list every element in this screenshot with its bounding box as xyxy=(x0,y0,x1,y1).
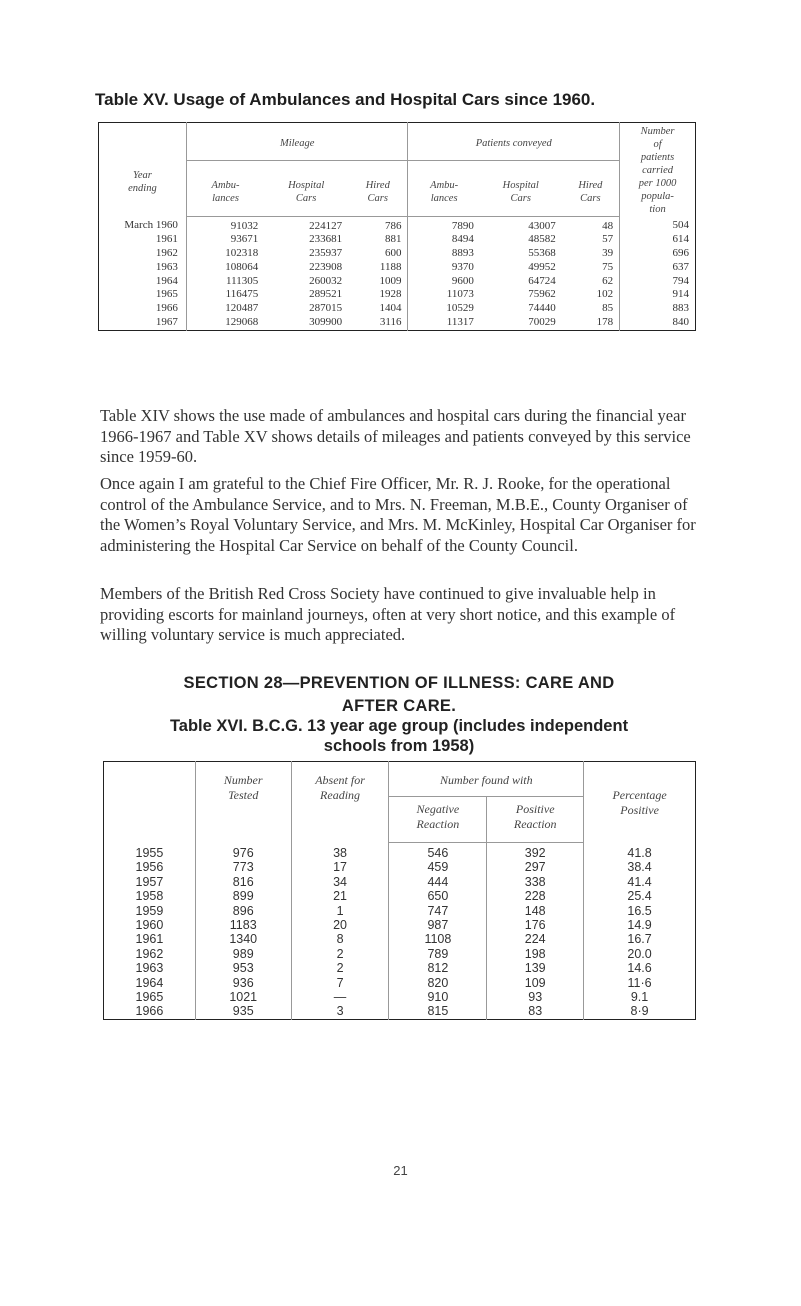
table-row: 1963 108064 223908 1188 9370 49952 75 637 xyxy=(99,261,696,275)
table-row: 1960 1183 20 987 176 14.9 xyxy=(104,918,696,932)
table-row: 1962 989 2 789 198 20.0 xyxy=(104,947,696,961)
table-row: 1959 896 1 747 148 16.5 xyxy=(104,904,696,918)
table-xv-title: Table XV. Usage of Ambulances and Hospital Cars since 1960. xyxy=(95,90,596,109)
header-mileage: Mileage xyxy=(186,123,408,161)
table-row: 1964 111305 260032 1009 9600 64724 62 794 xyxy=(99,275,696,289)
header-number-tested: Number Tested xyxy=(195,762,291,843)
header-patients-hired-cars: Hired Cars xyxy=(562,161,620,216)
table-row: 1966 120487 287015 1404 10529 74440 85 883 xyxy=(99,302,696,316)
header-mileage-ambulances: Ambu- lances xyxy=(186,161,264,216)
header-number-of-patients: Number of patients carried per 1000 popula- tion xyxy=(620,123,696,217)
table-row: 1963 953 2 812 139 14.6 xyxy=(104,961,696,975)
header-mileage-hospital-cars: Hospital Cars xyxy=(264,161,348,216)
table-row: 1955 976 38 546 392 41.8 xyxy=(104,843,696,861)
paragraph-table-explanation: Table XIV shows the use made of ambulances and hospital cars during the financial year 1966-1967 and Table XV shows details of mileages and patients conveyed by this service since 1959-60. xyxy=(100,406,691,466)
paragraph-acknowledgements: Once again I am grateful to the Chief Fire Officer, Mr. R. J. Rooke, for the operational control of the Ambulance Service, and to Mrs. N. Freeman, M.B.E., County Organiser of the Women’s Royal Voluntary Service, and Mrs. M. McKinley, Hospital Car Organiser for administering the Hospital Car Service on behalf of the County Council. xyxy=(100,474,696,555)
table-row: 1967 129068 309900 3116 11317 70029 178 840 xyxy=(99,316,696,330)
header-percentage-positive: Percentage Positive xyxy=(584,762,696,843)
section-heading: SECTION 28—PREVENTION OF ILLNESS: CARE AND AFTER CARE. xyxy=(183,674,615,715)
table-row: March 1960 91032 224127 786 7890 43007 48 504 xyxy=(99,216,696,233)
ambulance-usage-table xyxy=(98,122,696,331)
table-row: 1957 816 34 444 338 41.4 xyxy=(104,875,696,889)
table-row: 1964 936 7 820 109 11·6 xyxy=(104,976,696,990)
page-number: 21 xyxy=(393,1163,408,1178)
header-patients-hospital-cars: Hospital Cars xyxy=(480,161,562,216)
paragraph-red-cross: Members of the British Red Cross Society have continued to give invaluable help in providing escorts for mainland journeys, often at very short notice, and this example of willing voluntary service is much appreciated. xyxy=(100,584,676,644)
header-positive-reaction: Positive Reaction xyxy=(487,797,584,843)
table-xvi-title: Table XVI. B.C.G. 13 year age group (includes independent schools from 1958) xyxy=(169,717,629,755)
table-row: 1965 1021 — 910 93 9.1 xyxy=(104,990,696,1004)
table-row: 1961 1340 8 1108 224 16.7 xyxy=(104,932,696,946)
header-patients-ambulances: Ambu- lances xyxy=(408,161,480,216)
header-number-found-with: Number found with xyxy=(389,762,584,797)
table-row: 1962 102318 235937 600 8893 55368 39 696 xyxy=(99,247,696,261)
table-row: 1966 935 3 815 83 8·9 xyxy=(104,1004,696,1019)
header-year-ending: Year ending xyxy=(128,169,157,194)
bcg-table xyxy=(103,761,696,1020)
header-year xyxy=(104,762,196,843)
table-row: 1965 116475 289521 1928 11073 75962 102 914 xyxy=(99,288,696,302)
header-absent-for-reading: Absent for Reading xyxy=(291,762,389,843)
header-patients-conveyed: Patients conveyed xyxy=(408,123,620,161)
table-row: 1961 93671 233681 881 8494 48582 57 614 xyxy=(99,233,696,247)
table-row: 1958 899 21 650 228 25.4 xyxy=(104,889,696,903)
header-mileage-hired-cars: Hired Cars xyxy=(348,161,408,216)
table-row: 1956 773 17 459 297 38.4 xyxy=(104,860,696,874)
header-negative-reaction: Negative Reaction xyxy=(389,797,487,843)
